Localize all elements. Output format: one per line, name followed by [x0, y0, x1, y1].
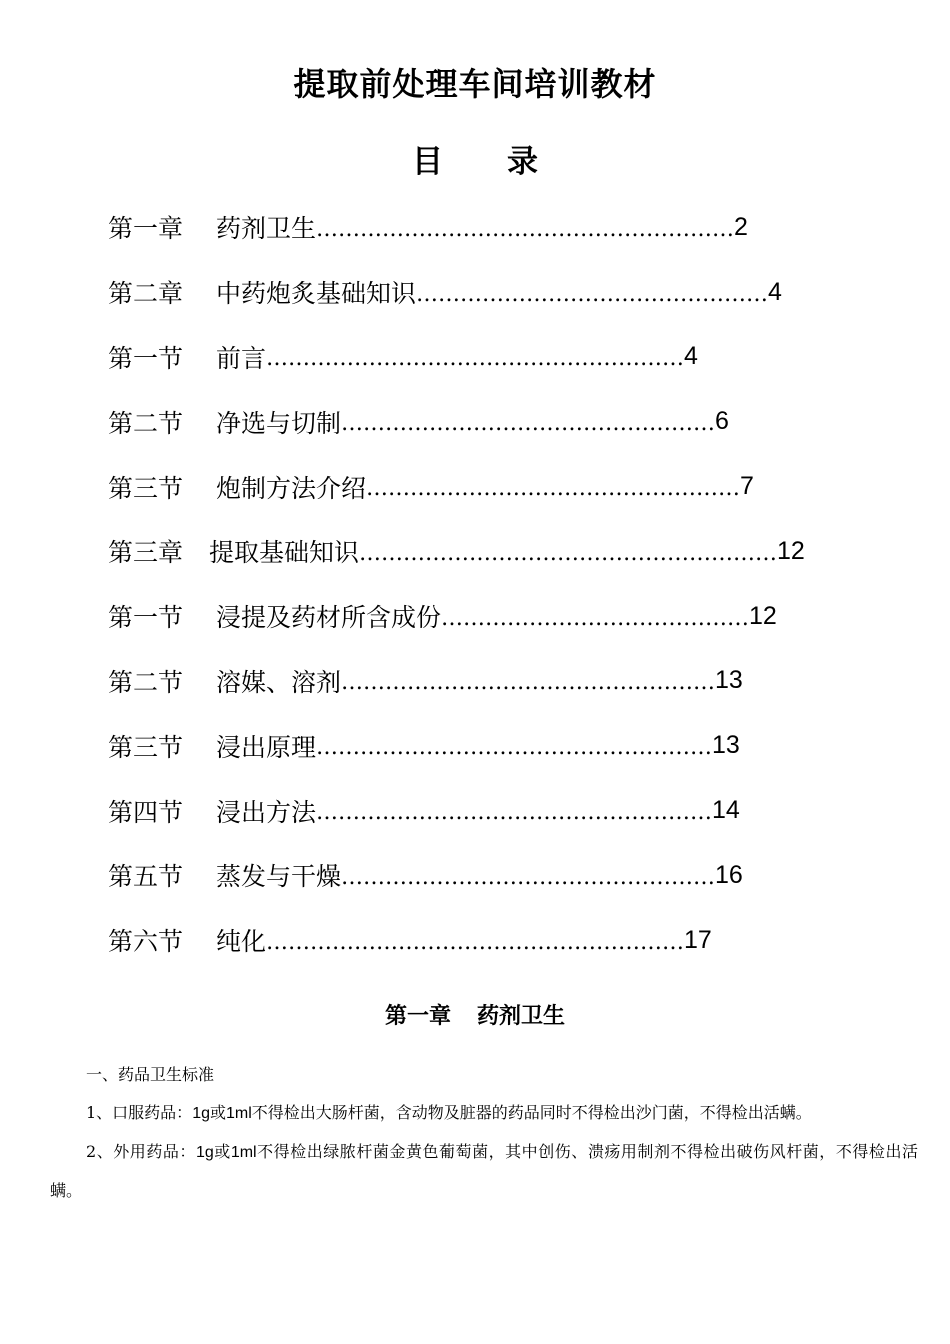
toc-dot-leader: ………………………………………………… — [359, 540, 778, 566]
toc-heading-char-2: 录 — [507, 144, 538, 180]
body-text — [50, 1056, 918, 1210]
toc-entry-text: 纯化 — [216, 927, 267, 957]
quantity-text: 1g — [192, 1105, 210, 1122]
toc-entry[interactable] — [108, 908, 908, 973]
toc-dot-leader: …………………………………………… — [366, 476, 741, 502]
conjunction-text: 或 — [209, 1103, 226, 1122]
section-heading-text: 一、药品卫生标准 — [86, 1065, 215, 1084]
toc-entry-label: 第二节 — [108, 408, 184, 438]
table-of-contents — [108, 195, 908, 973]
toc-page-number: 4 — [768, 277, 782, 306]
toc-entry[interactable] — [108, 778, 908, 843]
toc-page-number: 7 — [740, 472, 754, 501]
paragraph-text: 不得检出大肠杆菌，含动物及脏器的药品同时不得检出沙门菌，不得检出活螨。 — [251, 1103, 812, 1122]
toc-dot-leader: …………………………………………… — [341, 864, 716, 890]
toc-dot-leader: …………………………………… — [441, 605, 750, 631]
toc-entry-label: 第五节 — [108, 862, 184, 892]
toc-entry-label: 第三章 — [108, 538, 184, 568]
toc-heading — [0, 140, 950, 184]
toc-entry[interactable] — [108, 843, 908, 908]
toc-page-number: 17 — [684, 925, 712, 954]
toc-dot-leader: ………………………………………… — [416, 281, 769, 307]
toc-entry-label: 第一节 — [108, 603, 184, 633]
toc-dot-leader: …………………………………………… — [341, 411, 716, 437]
toc-page-number: 16 — [715, 860, 743, 889]
toc-dot-leader: ……………………………………………… — [316, 800, 713, 826]
toc-entry[interactable] — [108, 195, 908, 260]
toc-entry-label: 第六节 — [108, 927, 184, 957]
toc-entry-text: 浸出方法 — [216, 797, 317, 827]
paragraph-text: 不得检出绿脓杆菌金黄色葡萄菌，其中创伤、溃疡用制剂不得检出破伤风杆菌，不得检出活螨。 — [50, 1142, 918, 1200]
toc-page-number: 12 — [777, 536, 805, 565]
toc-entry-text: 浸出原理 — [216, 732, 317, 762]
toc-entry[interactable] — [108, 713, 908, 778]
quantity-text: 1g — [195, 1144, 214, 1161]
toc-entry-text: 中药炮炙基础知识 — [216, 279, 417, 309]
toc-page-number: 12 — [749, 601, 777, 630]
chapter-label: 第一章 — [384, 1003, 451, 1029]
chapter-heading — [0, 998, 950, 1034]
conjunction-text: 或 — [213, 1142, 231, 1161]
toc-entry-text: 炮制方法介绍 — [216, 473, 367, 503]
chapter-title: 药剂卫生 — [477, 1003, 566, 1029]
toc-dot-leader: ………………………………………………… — [316, 216, 735, 242]
toc-page-number: 6 — [715, 407, 729, 436]
document-title: 提取前处理车间培训教材 — [293, 65, 657, 103]
toc-entry-text: 蒸发与干燥 — [216, 862, 342, 892]
toc-entry-text: 浸提及药材所含成份 — [216, 603, 442, 633]
body-paragraph — [50, 1094, 918, 1133]
paragraph-prefix: 1、口服药品： — [86, 1103, 193, 1122]
toc-dot-leader: ………………………………………………… — [266, 346, 685, 372]
toc-entry[interactable] — [108, 389, 908, 454]
toc-entry-text: 净选与切制 — [216, 408, 342, 438]
toc-entry[interactable] — [108, 584, 908, 649]
quantity-text: 1ml — [226, 1105, 252, 1122]
toc-page-number: 13 — [712, 731, 740, 760]
toc-entry-label: 第一节 — [108, 343, 184, 373]
toc-entry-text: 药剂卫生 — [216, 214, 317, 244]
body-paragraph — [50, 1133, 918, 1210]
toc-entry-label: 第二节 — [108, 667, 184, 697]
toc-entry[interactable] — [108, 325, 908, 390]
toc-entry[interactable] — [108, 649, 908, 714]
toc-entry[interactable] — [108, 260, 908, 325]
toc-entry[interactable] — [108, 519, 908, 584]
toc-dot-leader: ………………………………………………… — [266, 929, 685, 955]
toc-page-number: 2 — [734, 212, 748, 241]
toc-page-number: 13 — [715, 666, 743, 695]
section-heading — [50, 1056, 918, 1094]
toc-entry-label: 第四节 — [108, 797, 184, 827]
toc-entry-text: 前言 — [216, 343, 267, 373]
toc-entry-label: 第三节 — [108, 473, 184, 503]
toc-entry-text: 溶媒、溶剂 — [216, 667, 342, 697]
toc-heading-char-1: 目 — [412, 144, 443, 180]
paragraph-prefix: 2、外用药品： — [86, 1142, 196, 1161]
toc-entry-label: 第二章 — [108, 279, 184, 309]
quantity-text: 1ml — [230, 1144, 257, 1161]
toc-dot-leader: ……………………………………………… — [316, 735, 713, 761]
toc-entry-text: 提取基础知识 — [209, 538, 360, 568]
toc-page-number: 4 — [684, 342, 698, 371]
toc-dot-leader: …………………………………………… — [341, 670, 716, 696]
toc-entry[interactable] — [108, 454, 908, 519]
toc-entry-label: 第一章 — [108, 214, 184, 244]
toc-page-number: 14 — [712, 796, 740, 825]
toc-entry-label: 第三节 — [108, 732, 184, 762]
